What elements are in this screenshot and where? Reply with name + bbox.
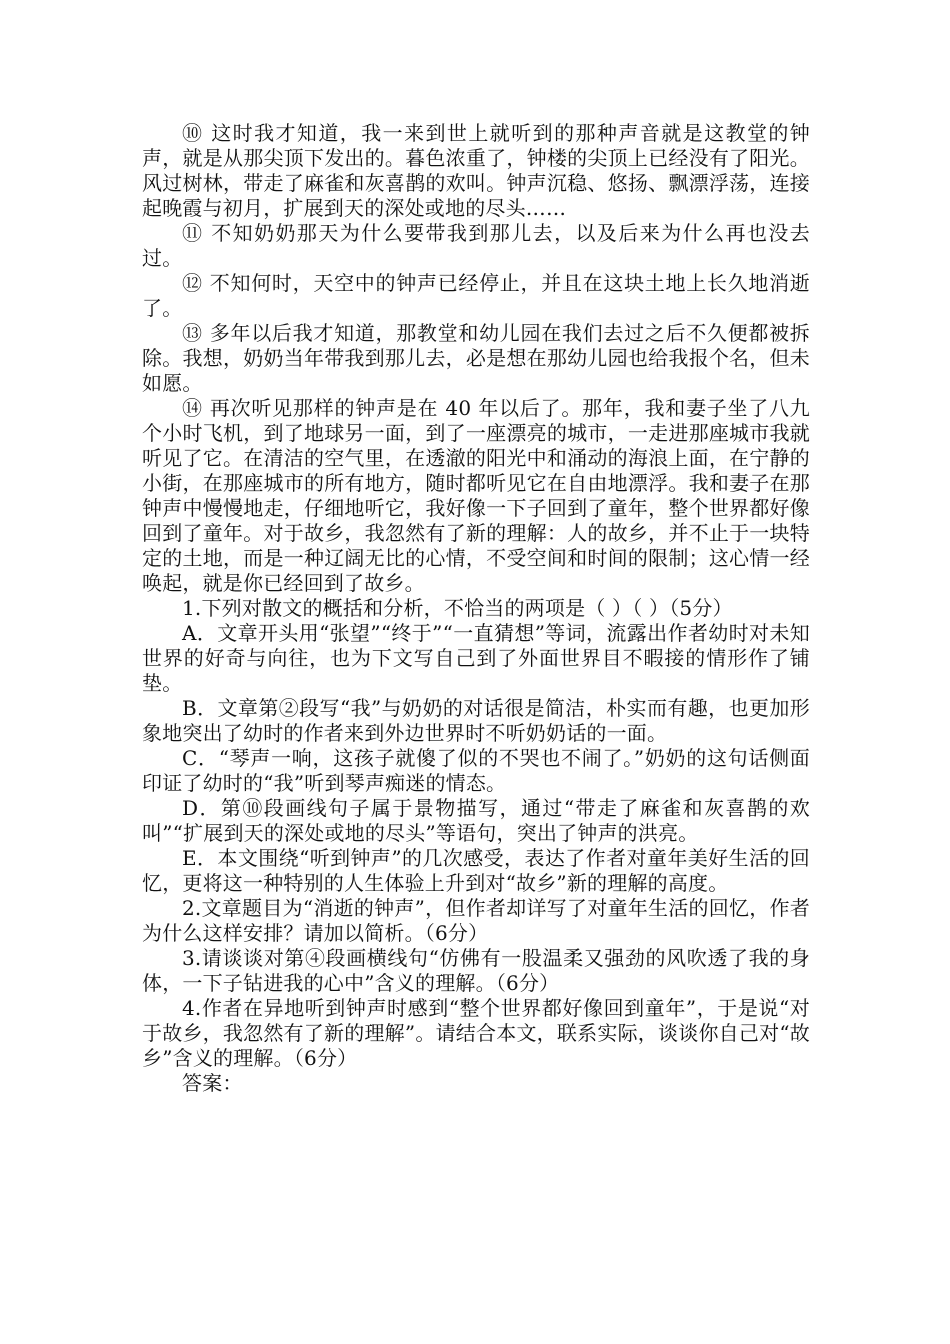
option-e: E．本文围绕“听到钟声”的几次感受，表达了作者对童年美好生活的回忆，更将这一种特别的人生体验上升到对“故乡”新的理解的高度。 [142,846,810,895]
paragraph-13: ⑬ 多年以后我才知道，那教堂和幼儿园在我们去过之后不久便都被拆除。我想，奶奶当年带我到那儿去，必是想在那幼儿园也给我报个名，但未如愿。 [142,321,810,395]
option-d: D．第⑩段画线句子属于景物描写，通过“带走了麻雀和灰喜鹊的欢叫”“扩展到天的深处或地的尽头”等语句，突出了钟声的洪亮。 [142,796,810,845]
paragraph-14: ⑭ 再次听见那样的钟声是在 40 年以后了。那年，我和妻子坐了八九个小时飞机，到了地球另一面，到了一座漂亮的城市，一走进那座城市我就听见了它。在清洁的空气里，在透澈的阳光中和涌动的海浪上面，在宁静的小街，在那座城市的所有地方，随时都听见它在自由地漂浮。我和妻子在那钟声中慢慢地走，仔细地听它，我好像一下子回到了童年，整个世界都好像回到了童年。对于故乡，我忽然有了新的理解：人的故乡，并不止于一块特定的土地，而是一种辽阔无比的心情，不受空间和时间的限制；这心情一经唤起，就是你已经回到了故乡。 [142,396,810,595]
option-c: C．“琴声一响，这孩子就傻了似的不哭也不闹了。”奶奶的这句话侧面印证了幼时的“我”听到琴声痴迷的情态。 [142,746,810,795]
question-3: 3.请谈谈对第④段画横线句“仿佛有一股温柔又强劲的风吹透了我的身体，一下子钻进我的心中”含义的理解。（6分） [142,946,810,995]
paragraph-11: ⑪ 不知奶奶那天为什么要带我到那儿去，以及后来为什么再也没去过。 [142,221,810,270]
option-b: B．文章第②段写“我”与奶奶的对话很是简洁，朴实而有趣，也更加形象地突出了幼时的作者来到外边世界时不听奶奶话的一面。 [142,696,810,745]
question-1: 1.下列对散文的概括和分析，不恰当的两项是（ ）（ ）（5分） [182,596,733,620]
answer-label: 答案： [182,1071,243,1095]
question-2: 2.文章题目为“消逝的钟声”，但作者却详写了对童年生活的回忆，作者为什么这样安排？请加以简析。（6分） [142,896,810,945]
option-a: A．文章开头用“张望”“终于”“一直猜想”等词，流露出作者幼时对未知世界的好奇与向往，也为下文写自己到了外面世界目不暇接的情形作了铺垫。 [142,621,810,695]
question-4: 4.作者在异地听到钟声时感到“整个世界都好像回到童年”，于是说“对于故乡，我忽然有了新的理解”。请结合本文，联系实际，谈谈你自己对“故乡”含义的理解。（6分） [142,996,810,1070]
document-body [142,121,810,1096]
paragraph-10: ⑩ 这时我才知道，我一来到世上就听到的那种声音就是这教堂的钟声，就是从那尖顶下发出的。暮色浓重了，钟楼的尖顶上已经没有了阳光。风过树林，带走了麻雀和灰喜鹊的欢叫。钟声沉稳、悠扬、飘漂浮荡，连接起晚霞与初月，扩展到天的深处或地的尽头…… [142,121,810,220]
paragraph-12: ⑫ 不知何时，天空中的钟声已经停止，并且在这块土地上长久地消逝了。 [142,271,810,320]
